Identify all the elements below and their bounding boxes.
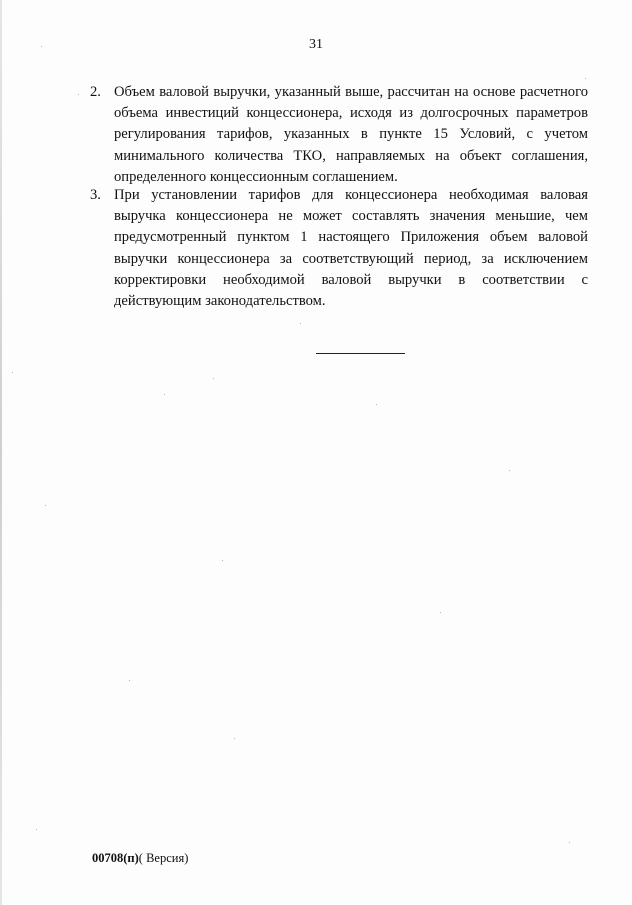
list-item xyxy=(90,82,588,188)
scan-speck xyxy=(129,680,130,681)
list-item-number: 3. xyxy=(90,187,101,203)
scan-speck xyxy=(213,378,214,379)
scan-speck xyxy=(376,404,377,405)
scan-speck xyxy=(164,394,165,395)
scan-edge xyxy=(0,0,2,905)
footer-version: ( Версия) xyxy=(138,851,189,865)
scan-speck xyxy=(234,738,235,739)
scan-speck xyxy=(78,94,79,95)
page-number: 31 xyxy=(309,37,323,52)
scan-speck xyxy=(41,46,42,47)
scan-speck xyxy=(585,78,586,79)
scan-speck xyxy=(440,612,441,613)
scan-speck xyxy=(300,323,301,324)
scan-speck xyxy=(36,829,37,830)
scan-speck xyxy=(569,842,570,843)
scan-speck xyxy=(12,372,13,373)
scan-speck xyxy=(222,560,223,561)
scan-speck xyxy=(45,505,46,506)
list-item-number: 2. xyxy=(90,84,101,100)
scan-speck xyxy=(509,470,510,471)
list-item xyxy=(90,185,588,312)
footer-doc-code: 00708(п) xyxy=(92,851,139,865)
end-separator-line xyxy=(316,353,405,354)
list-item-text: При установлении тарифов для концессионера необходимая валовая выручка концессионера не может составлять значения меньшие, чем предусмотренный пунктом 1 настоящего Приложения объем валовой выручки концессионера за соответствующий период, за исключением корректировки необходимой валовой выручки в соответствии с действующим законодательством. xyxy=(114,187,588,310)
list-item-text: Объем валовой выручки, указанный выше, рассчитан на основе расчетного объема инвестиций концессионера, исходя из долгосрочных параметров регулирования тарифов, указанных в пункте 15 Условий, с учетом минимального количества ТКО, направляемых на объект соглашения, определенного концессионным соглашением. xyxy=(114,84,588,185)
footer-doc-id xyxy=(92,850,188,866)
